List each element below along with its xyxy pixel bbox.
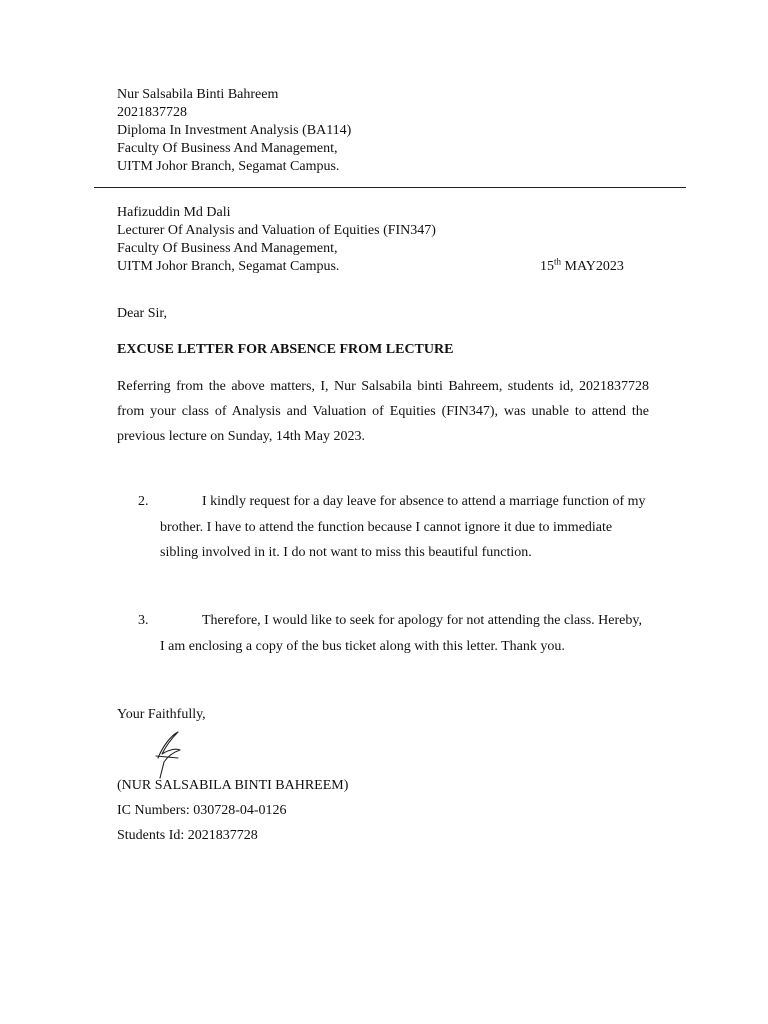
date-month-year: MAY2023 bbox=[561, 259, 624, 274]
sender-program: Diploma In Investment Analysis (BA114) bbox=[117, 123, 352, 138]
paragraph-2 bbox=[138, 489, 649, 566]
signatory-name: (NUR SALSABILA BINTI BAHREEM) bbox=[117, 778, 349, 793]
recipient-name: Hafizuddin Md Dali bbox=[117, 205, 231, 220]
sender-id: 2021837728 bbox=[117, 105, 187, 120]
recipient-faculty: Faculty Of Business And Management, bbox=[117, 241, 338, 256]
recipient-address bbox=[117, 204, 436, 276]
sender-name: Nur Salsabila Binti Bahreem bbox=[117, 87, 279, 102]
paragraph-3-text: Therefore, I would like to seek for apology for not attending the class. Hereby, I am enclosing a copy of the bus ticket along with this letter. Thank you. bbox=[160, 613, 642, 654]
ic-number: IC Numbers: 030728-04-0126 bbox=[117, 803, 287, 818]
paragraph-3 bbox=[138, 608, 649, 659]
sender-campus: UITM Johor Branch, Segamat Campus. bbox=[117, 159, 340, 174]
sender-address bbox=[117, 86, 351, 176]
date-day: 15 bbox=[540, 259, 554, 274]
salutation: Dear Sir, bbox=[117, 306, 167, 321]
paragraph-2-text: I kindly request for a day leave for absence to attend a marriage function of my brother. I have to attend the function because I cannot ignore it due to immediate sibling involved in it. I do not want to miss this beautiful function. bbox=[160, 494, 646, 560]
letter-date bbox=[540, 258, 624, 276]
recipient-title: Lecturer Of Analysis and Valuation of Equities (FIN347) bbox=[117, 223, 436, 238]
student-id: Students Id: 2021837728 bbox=[117, 828, 258, 843]
signature-block bbox=[117, 773, 348, 848]
letter-subject: EXCUSE LETTER FOR ABSENCE FROM LECTURE bbox=[117, 342, 454, 357]
paragraph-1: Referring from the above matters, I, Nur Salsabila binti Bahreem, students id, 2021837728 from your class of Analysis and Valuation of Equities (FIN347), was unable to attend the previous lecture on Sunday, 14th May 2023. bbox=[117, 379, 649, 444]
sender-faculty: Faculty Of Business And Management, bbox=[117, 141, 338, 156]
recipient-campus: UITM Johor Branch, Segamat Campus. bbox=[117, 259, 340, 274]
paragraph-3-number: 3. bbox=[138, 613, 149, 628]
header-divider bbox=[94, 187, 686, 188]
date-suffix: th bbox=[554, 256, 562, 267]
paragraph-2-number: 2. bbox=[138, 494, 149, 509]
closing: Your Faithfully, bbox=[117, 707, 206, 722]
